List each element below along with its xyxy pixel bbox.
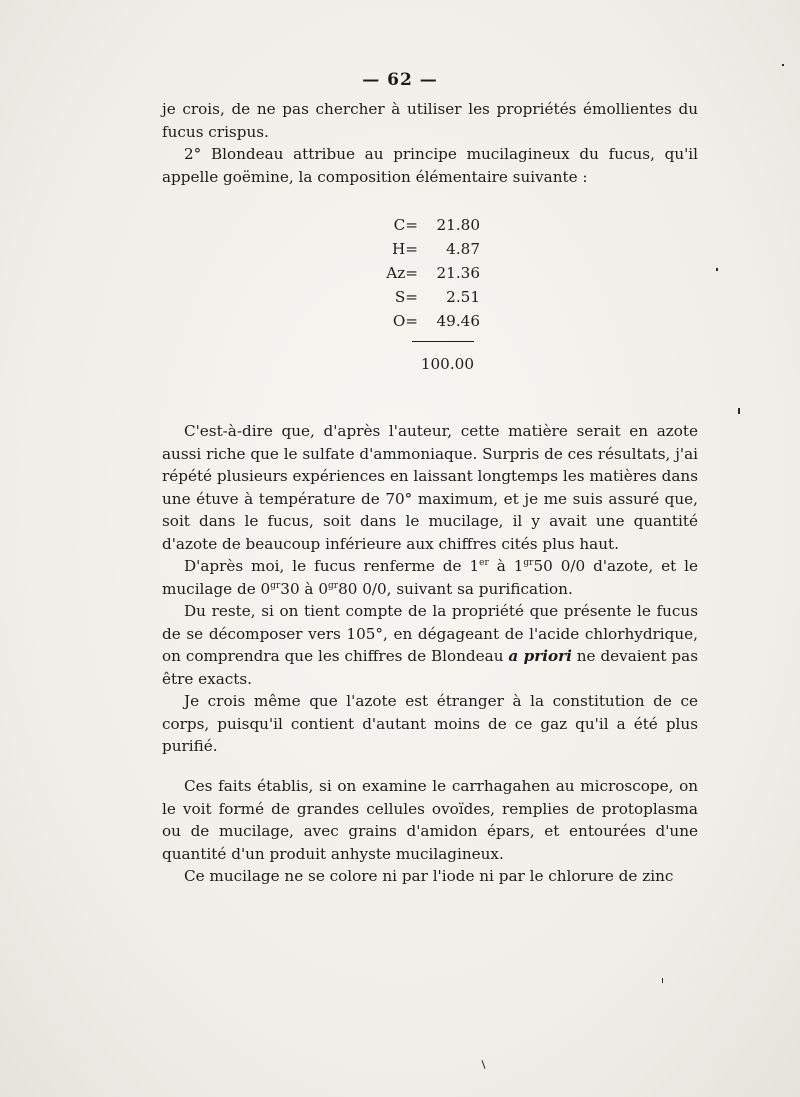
formula-row: Az = 21.36 bbox=[340, 261, 480, 285]
sum-rule bbox=[412, 341, 474, 342]
paper-speck bbox=[662, 978, 663, 983]
lower-text-block bbox=[162, 775, 698, 888]
paragraph-azote: Je crois même que l'azote est étranger à la constitution de ce corps, puisqu'il contient d'autant moins de ce gaz qu'il a été plus purifié. bbox=[162, 692, 698, 755]
element-symbol: S bbox=[394, 288, 406, 306]
formula-row: S = 2.51 bbox=[340, 285, 480, 309]
paragraph-microscope: Ces faits établis, si on examine le carrhagahen au microscope, on le voit formé de grandes cellules ovoïdes, remplies de protoplasma ou de mucilage, avec grains d'amidon épars, et entourées d'une quantité d'un produit anhyste mucilagineux. bbox=[162, 777, 698, 863]
element-symbol: C bbox=[393, 216, 406, 234]
element-value: 21.80 bbox=[436, 216, 480, 234]
element-symbol: H bbox=[392, 240, 406, 258]
paragraph-nitrogen: C'est-à-dire que, d'après l'auteur, cette matière serait en azote aussi riche que le sulfate d'ammoniaque. Surpris de ces résultats, j'ai répété plusieurs expériences en laissant longtemps les matières dans une étuve à température de 70° maximum, et je me suis assuré que, soit dans le fucus, soit dans le mucilage, il y avait une quantité d'azote de beaucoup inférieure aux chiffres cités plus haut. bbox=[162, 422, 698, 553]
element-value: 4.87 bbox=[446, 240, 480, 258]
paragraph-blondeau: 2° Blondeau attribue au principe mucilagineux du fucus, qu'il appelle goëmine, la composition élémentaire suivante : bbox=[162, 145, 698, 186]
element-value: 49.46 bbox=[436, 312, 480, 330]
paragraph-continuation: je crois, de ne pas chercher à utiliser les propriétés émollientes du fucus crispus. bbox=[162, 100, 698, 141]
paragraph-mucilage: Ce mucilage ne se colore ni par l'iode ni par le chlorure de zinc bbox=[184, 867, 674, 885]
element-symbol: Az bbox=[386, 264, 406, 282]
paragraph-measurements: D'après moi, le fucus renferme de 1er à $1^{gr}50$ 0/0 d'azote, et le mucilage de $0^{gr}30$ à $0^{gr}80$ 0/0, suivant sa purification. bbox=[162, 557, 699, 598]
paper-speck bbox=[481, 1060, 485, 1069]
formula-row: H = 4.87 bbox=[340, 237, 480, 261]
element-symbol: O bbox=[392, 312, 406, 330]
top-text-block bbox=[162, 98, 698, 188]
composition-formula bbox=[340, 213, 480, 376]
main-text-block bbox=[162, 420, 698, 758]
formula-total: 100.00 bbox=[420, 355, 474, 373]
formula-row: C = 21.80 bbox=[340, 213, 480, 237]
formula-row: O = 49.46 bbox=[340, 309, 480, 333]
paper-speck bbox=[716, 268, 718, 271]
paper-speck bbox=[738, 408, 740, 414]
paragraph-decomposition: Du reste, si on tient compte de la propriété que présente le fucus de se décomposer vers 105°, en dégageant de l'acide chlorhydrique, on comprendra que les chiffres de Blondeau a priori ne devaient pas être exacts. bbox=[162, 602, 698, 688]
element-value: 2.51 bbox=[446, 288, 480, 306]
element-value: 21.36 bbox=[436, 264, 480, 282]
paper-speck bbox=[782, 64, 784, 66]
page-number: — 62 — bbox=[362, 70, 438, 90]
